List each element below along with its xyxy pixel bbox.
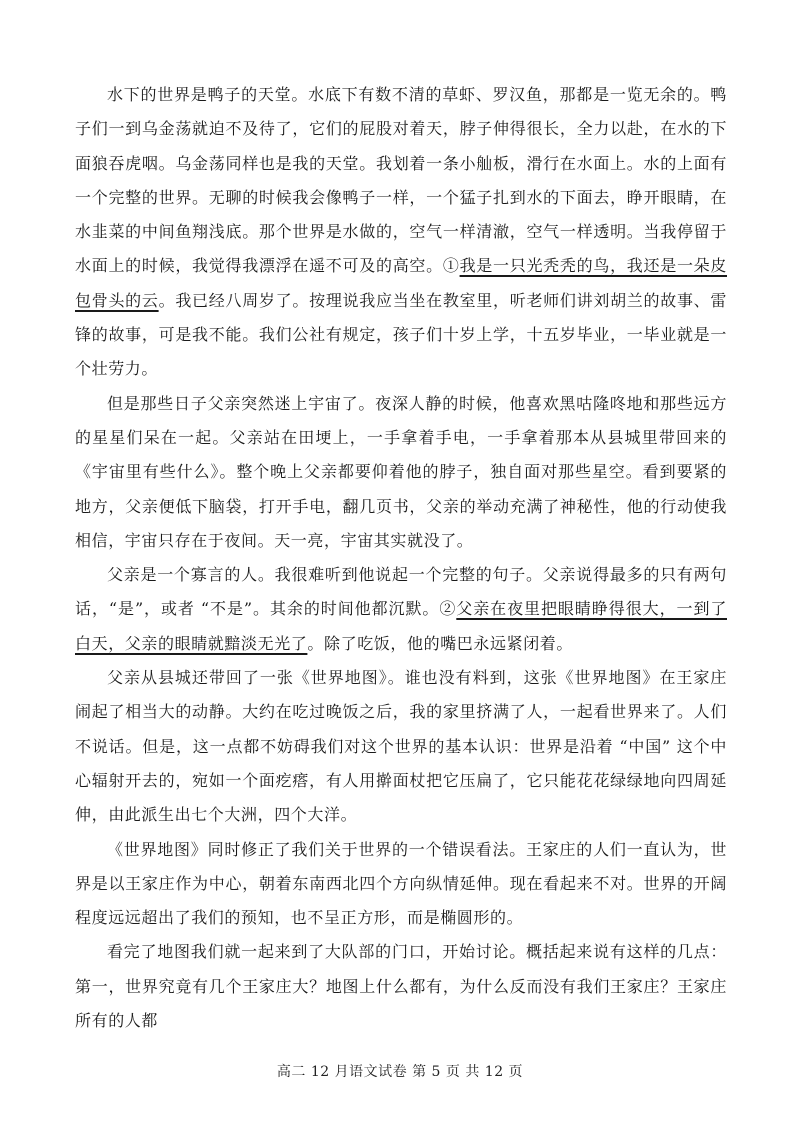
page-footer: 高二 12 月语文试卷 第 5 页 共 12 页	[276, 1064, 524, 1080]
paragraph-3-text-b: 。除了吃饭，他的嘴巴永远紧闭着。	[307, 633, 574, 653]
paragraph-1-text-b: 。我已经八周岁了。按理说我应当坐在教室里，听老师们讲刘胡兰的故事、雷锋的故事，可是我不能。我们公社有规定，孩子们十岁上学，十五岁毕业，一毕业就是一个壮劳力。	[75, 290, 727, 379]
underlined-sentence-2: 父亲在夜里把眼睛睁得很大，一到了白天，父亲的眼睛就黯淡无光了	[75, 599, 727, 653]
paragraph-2	[75, 387, 727, 558]
paragraph-1	[75, 78, 727, 387]
paragraph-5-text: 《世界地图》同时修正了我们关于世界的一个错误看法。王家庄的人们一直认为，世界是以王家庄作为中心，朝着东南西北四个方向纵情延伸。现在看起来不对。世界的开阔程度远远超出了我们的预知，也不呈正方形，而是椭圆形的。	[75, 839, 727, 928]
paragraph-4-text: 父亲从县城还带回了一张《世界地图》。谁也没有料到，这张《世界地图》在王家庄闹起了相当大的动静。大约在吃过晚饭之后，我的家里挤满了人，一起看世界来了。人们不说话。但是，这一点都不妨碍我们对这个世界的基本认识：世界是沿着 “中国” 这个中心辐射开去的，宛如一个面疙瘩，有人用擀面杖把它压扁了，它只能花花绿绿地向四周延伸，由此派生出七个大洲，四个大洋。	[75, 668, 727, 825]
exam-text-body	[75, 78, 727, 1038]
paragraph-2-text: 但是那些日子父亲突然迷上宇宙了。夜深人静的时候，他喜欢黑咕隆咚地和那些远方的星星们呆在一起。父亲站在田埂上，一手拿着手电，一手拿着那本从县城里带回来的《宇宙里有些什么》。整个晚上父亲都要仰着他的脖子，独自面对那些星空。看到要紧的地方，父亲便低下脑袋，打开手电，翻几页书，父亲的举动充满了神秘性，他的行动使我相信，宇宙只存在于夜间。天一亮，宇宙其实就没了。	[75, 393, 727, 550]
paragraph-4	[75, 661, 727, 832]
paragraph-3	[75, 558, 727, 661]
underlined-sentence-1: 我是一只光秃秃的鸟，我还是一朵皮包骨头的云	[75, 256, 727, 310]
paragraph-5	[75, 833, 727, 936]
paragraph-6	[75, 935, 727, 1038]
paragraph-6-text: 看完了地图我们就一起来到了大队部的门口，开始讨论。概括起来说有这样的几点：第一，世界究竟有几个王家庄大？地图上什么都有，为什么反而没有我们王家庄？王家庄所有的人都	[75, 942, 727, 1031]
paragraph-1-text-a: 水下的世界是鸭子的天堂。水底下有数不清的草虾、罗汉鱼，那都是一览无余的。鸭子们一到乌金荡就迫不及待了，它们的屁股对着天，脖子伸得很长，全力以赴，在水的下面狼吞虎咽。乌金荡同样也是我的天堂。我划着一条小舢板，滑行在水面上。水的上面有一个完整的世界。无聊的时候我会像鸭子一样，一个猛子扎到水的下面去，睁开眼睛，在水韭菜的中间鱼翔浅底。那个世界是水做的，空气一样清澈，空气一样透明。当我停留于水面上的时候，我觉得我漂浮在遥不可及的高空。①	[75, 85, 727, 276]
paragraph-3-text-a: 父亲是一个寡言的人。我很难听到他说起一个完整的句子。父亲说得最多的只有两句话，“是”，或者 “不是”。其余的时间他都沉默。②	[75, 565, 727, 619]
